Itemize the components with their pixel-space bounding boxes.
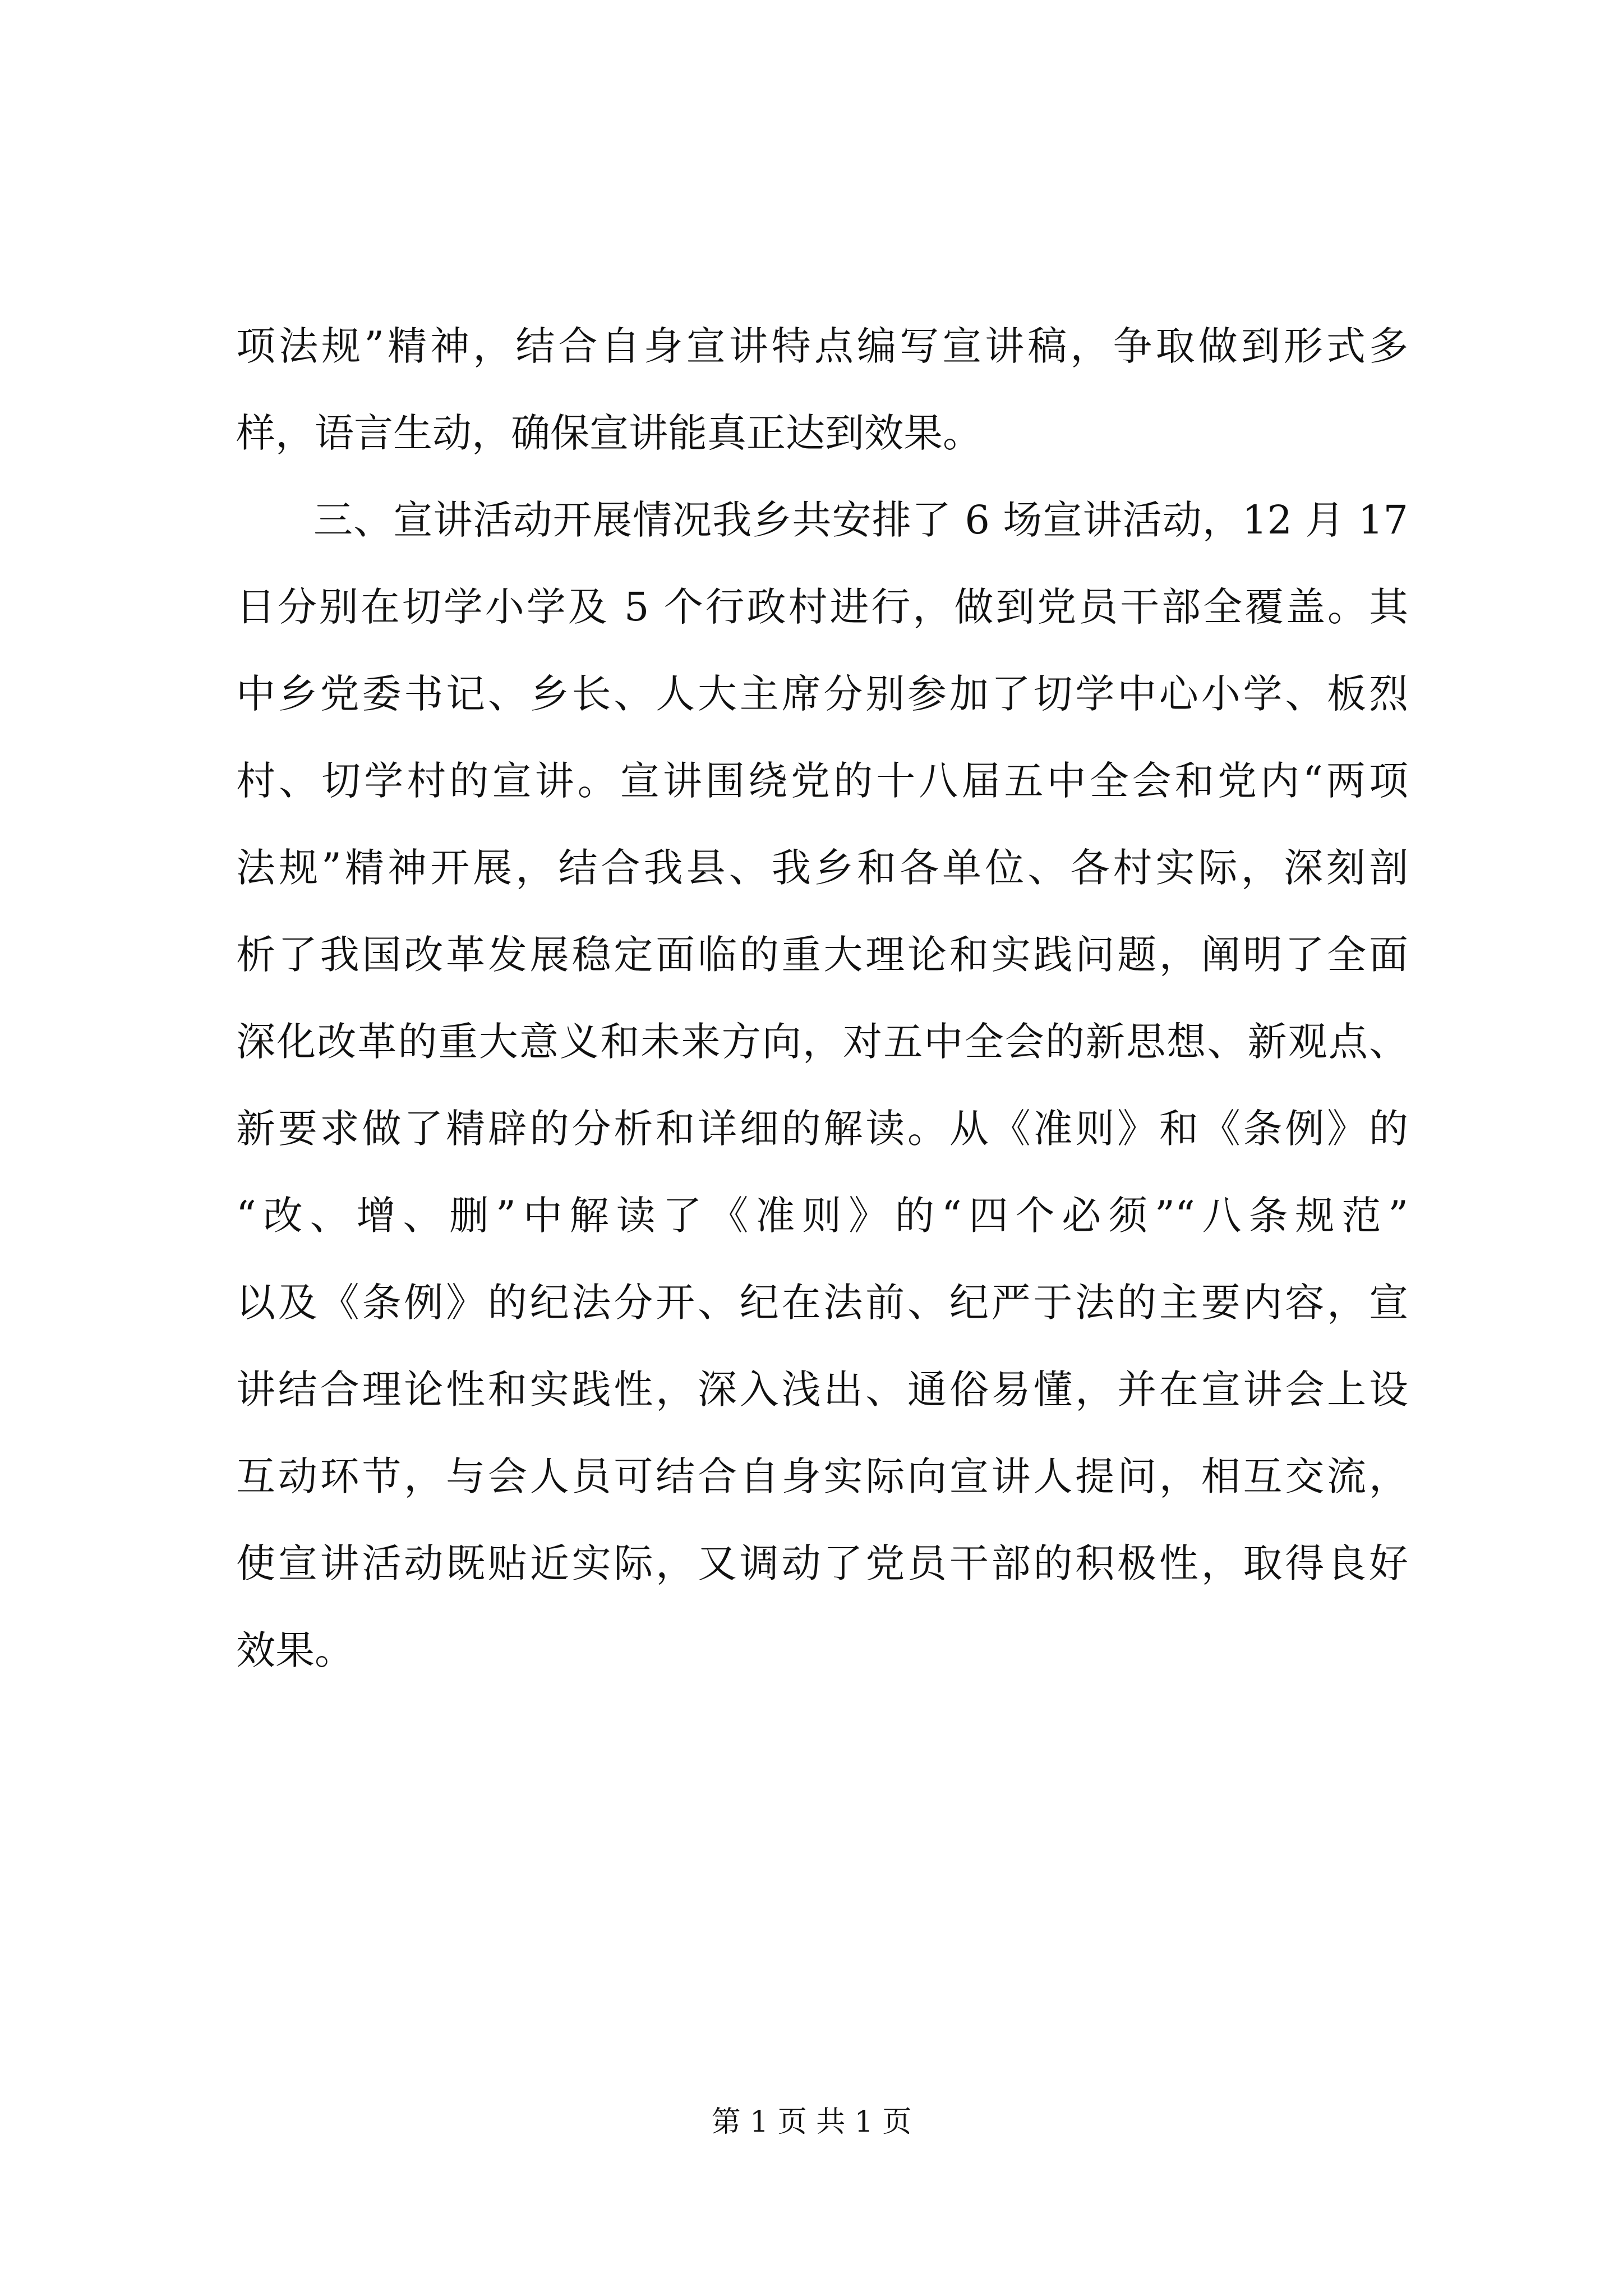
page-number-footer: 第 1 页 共 1 页 (711, 2105, 912, 2139)
paragraph-line: 深化改革的重大意义和未来方向，对五中全会的新思想、新观点、 (236, 1019, 1408, 1065)
paragraph-line: 法规”精神开展，结合我县、我乡和各单位、各村实际，深刻剖 (236, 845, 1408, 891)
paragraph-1 (236, 303, 1408, 477)
paragraph-line: 三、宣讲活动开展情况我乡共安排了 6 场宣讲活动，12 月 17 (313, 497, 1408, 543)
paragraph-line: “改、增、删”中解读了《准则》的“四个必须”“八条规范” (236, 1193, 1408, 1239)
paragraph-line: 项法规”精神，结合自身宣讲特点编写宣讲稿，争取做到形式多 (236, 323, 1408, 369)
document-body (236, 303, 1408, 1694)
paragraph-line: 讲结合理论性和实践性，深入浅出、通俗易懂，并在宣讲会上设 (236, 1366, 1408, 1412)
paragraph-line: 中乡党委书记、乡长、人大主席分别参加了切学中心小学、板烈 (236, 671, 1408, 717)
paragraph-line: 效果。 (236, 1627, 354, 1673)
paragraph-line: 析了我国改革发展稳定面临的重大理论和实践问题，阐明了全面 (236, 932, 1408, 978)
paragraph-line: 以及《条例》的纪法分开、纪在法前、纪严于法的主要内容，宣 (236, 1280, 1408, 1326)
paragraph-line: 新要求做了精辟的分析和详细的解读。从《准则》和《条例》的 (236, 1106, 1408, 1152)
paragraph-2 (236, 477, 1408, 1694)
paragraph-line: 日分别在切学小学及 5 个行政村进行，做到党员干部全覆盖。其 (236, 584, 1408, 630)
paragraph-line: 使宣讲活动既贴近实际，又调动了党员干部的积极性，取得良好 (236, 1540, 1408, 1586)
paragraph-line: 村、切学村的宣讲。宣讲围绕党的十八届五中全会和党内“两项 (236, 758, 1408, 804)
paragraph-line: 样，语言生动，确保宣讲能真正达到效果。 (236, 410, 982, 456)
paragraph-line: 互动环节，与会人员可结合自身实际向宣讲人提问，相互交流， (236, 1453, 1408, 1499)
